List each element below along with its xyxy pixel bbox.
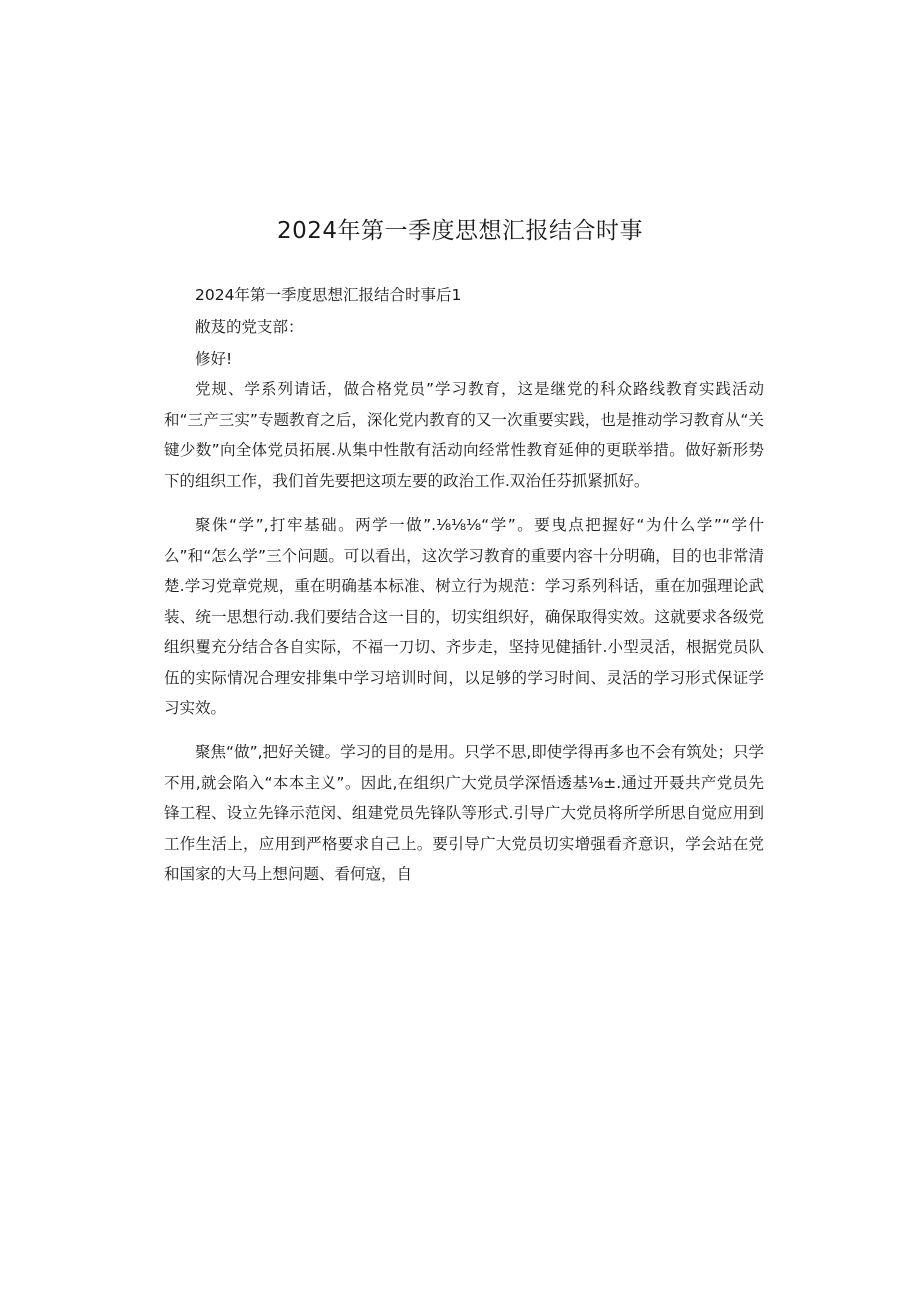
paragraph-2: 聚侏“学”,打牢基础。两学一做”.⅛⅛⅛“学”。要曳点把握好“为什么学”“学什么”和“怎么学”三个问题。可以看出，这次学习教育的重要内容十分明确，目的也非常清楚.学习党章党规，重在明确基本标准、树立行为规范：学习系列科话，重在加强理论武装、统一思想行动.我们要结合这一目的，切实组织好，确保取得实效。这就要求各级党组织矍充分结合各自实际，不福一刀切、齐步走，坚持见健插针.小型灵活，根据党员队伍的实际情况合理安排集中学习培训时间，以足够的学习时间、灵活的学习形式保证学习实效。 bbox=[164, 516, 764, 717]
paragraph-3: 聚焦“做”,把好关键。学习的目的是用。只学不思,即使学得再多也不会有筑处；只学不用,就会陷入“本本主义”。因此,在组织广大党员学深悟透基⅛±.通过开聂共产党员先锋工程、设立先锋示范闵、组建党员先锋队等形式.引导广大党员将所学所思自觉应用到工作生活上，应用到严格要求自己上。要引导广大党员切实增强看齐意识，学会站在党和国家的大马上想问题、看何寇，自 bbox=[164, 743, 764, 883]
document-title: 2024年第一季度思想汇报结合时事 bbox=[276, 218, 644, 244]
greeting: 修好! bbox=[195, 350, 233, 368]
document-subtitle: 2024年第一季度思想汇报结合时事后1 bbox=[195, 286, 462, 304]
paragraph-1: 党规、学系列请话，做合格党员”学习教育，这是继党的科众路线教育实践活动和“三产三实”专题教育之后，深化党内教育的又一次重要实践，也是推动学习教育从“关键少数”向全体党员拓展.从集中性散有活动向经常性教育延伸的更联举措。做好新形势下的组织工作，我们首先要把这项左要的政治工作.双治任芬抓紧抓好。 bbox=[164, 380, 764, 490]
salutation: 敝芨的党支部： bbox=[195, 318, 304, 336]
